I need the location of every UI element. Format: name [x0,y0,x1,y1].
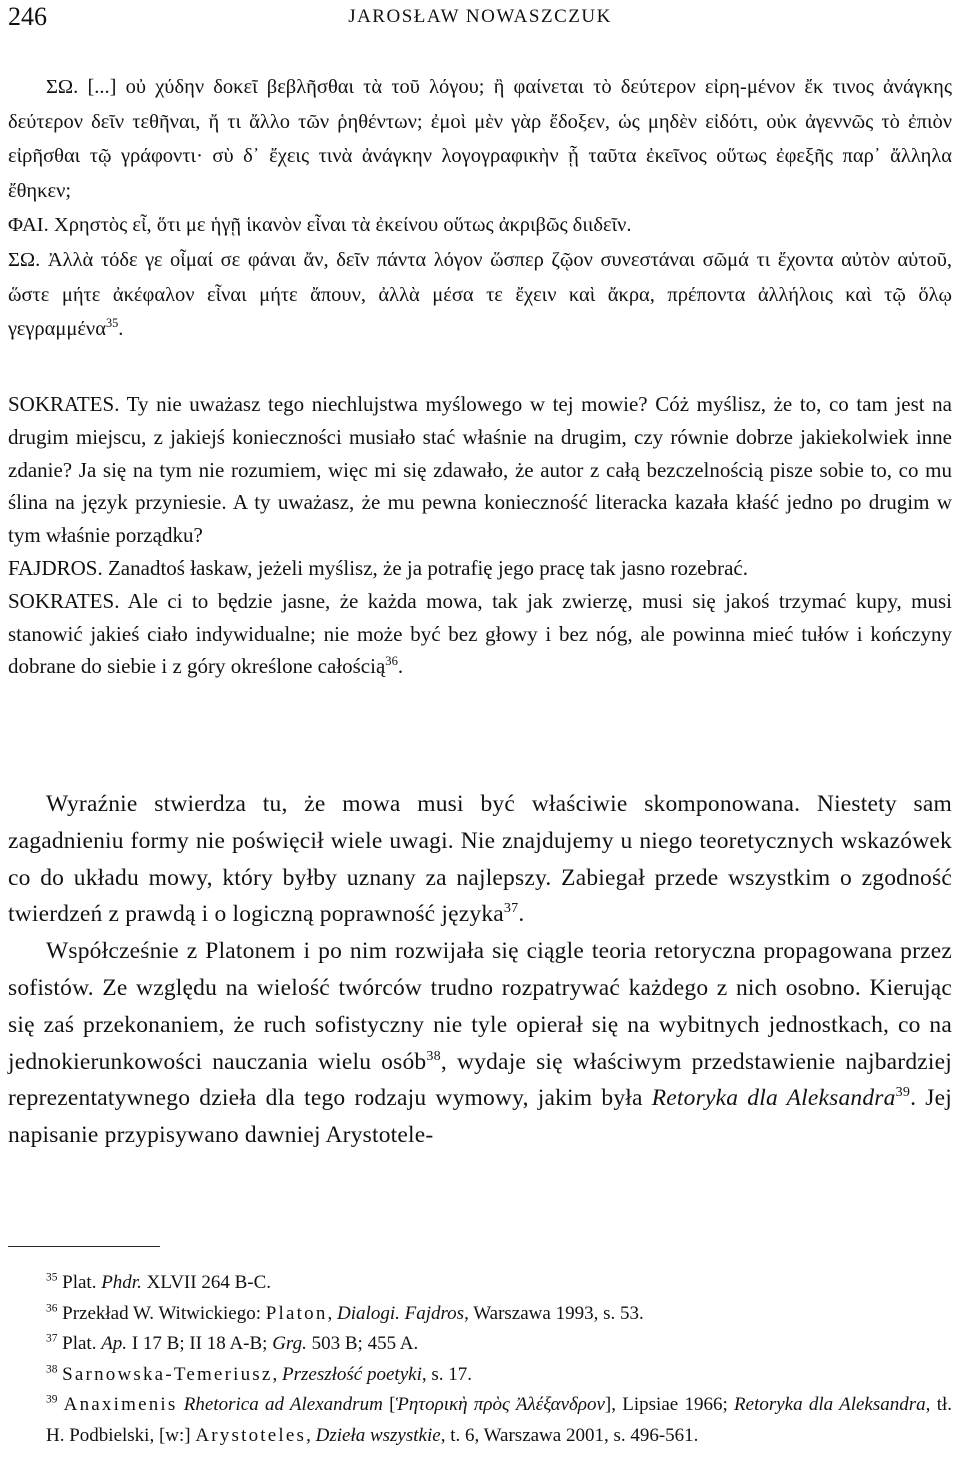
footnotes [8,1268,952,1451]
footnote-36: $^{36}$ Przekład W. Witwickiego: Platon, Dialogi. Fajdros, Warszawa 1993, s. 53. [46,1302,644,1324]
polish-paragraph-3: SOKRATES. Ale ci to będzie jasne, że każda mowa, tak jak zwierzę, musi się jakoś trzymać kupy, musi stanowić jakieś ciało indywidualne; nie może być bez głowy i bez nóg, ale powinna mieć tułów i kończyny dobrane do siebie i z góry określone całością$^{36}$. [8,588,952,679]
polish-paragraph-2: FAJDROS. Zanadtoś łaskaw, jeżeli myślisz, że ja potrafię jego pracę tak jasno rozebrać. [8,555,748,580]
page-header [0,0,960,40]
footnote-39: $^{39}$ Anaximenis Rhetorica ad Alexandrum [Ῥητορικὴ πρὸς Ἀλέξανδρον], Lipsiae 1966; Retoryka dla Aleksandra, tł. H. Podbielski, [w:] Arystoteles, Dzieła wszystkie, t. 6, Warszawa 2001, s. 496-561. [46,1393,952,1446]
greek-paragraph-1: ΣΩ. [...] οὐ χύδην δοκεῖ βεβλῆσθαι τὰ τοῦ λόγου; ἢ φαίνεται τὸ δεύτερον εἰρη-μένον ἔκ τινος ἀνάγκης δεύτερον δεῖν τεθῆναι, ἤ τι ἄλλο τῶν ῥηθέντων; ἐμοὶ μὲν γὰρ ἔδοξεν, ὡς μηδὲν εἰδότι, οὐκ ἀγεννῶς τὸ ἐπιὸν εἰρῆσθαι τῷ γράφοντι· σὺ δ᾽ ἔχεις τινὰ ἀνάγκην λογογραφικὴν ᾗ ταῦτα ἐκεῖνος οὕτως ἐφεξῆς παρ᾽ ἄλληλα ἔθηκεν; [8,76,952,202]
greek-paragraph-3: ΣΩ. Ἀλλὰ τόδε γε οἶμαί σε φάναι ἄν, δεῖν πάντα λόγον ὥσπερ ζῷον συνεστάναι σῶμά τι ἔχοντα αὐτὸν αὑτοῦ, ὥστε μήτε ἀκέφαλον εἶναι μήτε ἄπουν, ἀλλὰ μέσα τε ἔχειν καὶ ἄκρα, πρέποντα ἀλλήλοις καὶ τῷ ὅλῳ γεγραμμένα$^{35}$. [8,248,952,341]
footnote-ref-38: 38 [426,1047,441,1064]
book-title: Retoryka dla Aleksandra [651,1085,896,1112]
polish-paragraph-1: SOKRATES. Ty nie uważasz tego niechlujstwa myślowego w tej mowie? Cóż myślisz, że to, co tam jest na drugim miejscu, z jakiejś konieczności musiało stać właśnie na drugim, czy równie dobrze jakiekolwiek inne zdanie? Ja się na tym nie rozumiem, więc mi się zdawało, że autor z całą bezczelnością pisze sobie to, co mu ślina na język przyniesie. A ty uważasz, że mu pewna konieczność literacka kazała kłaść jedno po drugim w tym właśnie porządku? [8,392,952,548]
footnote-divider [8,1246,160,1247]
footnote-ref-35: 35 [105,316,119,331]
greek-quotation [8,70,952,347]
footnote-37: $^{37}$ Plat. Ap. I 17 B; II 18 A-B; Grg. 503 B; 455 A. [46,1332,419,1354]
footnote-ref-39: 39 [895,1084,911,1101]
polish-translation [8,388,952,683]
footnote-ref-36: 36 [385,654,398,669]
page-number: 246 [8,2,47,31]
footnote-35: $^{35}$ Plat. Phdr. XLVII 264 B-C. [46,1271,271,1293]
main-paragraph-1: Wyraźnie stwierdza tu, że mowa musi być właściwie skomponowana. Niestety sam zagadnieniu formy nie poświęcił wiele uwagi. Nie znajdujemy u niego teoretycznych wskazówek co do układu mowy, który byłby uznany za najlepszy. Zabiegał przede wszystkim o zgodność twierdzeń z prawdą i o logiczną poprawność języka$^{37}$. [8,791,952,928]
main-paragraph-2: Współcześnie z Platonem i po nim rozwijała się ciągle teoria retoryczna propagowana przez sofistów. Ze względu na wielość twórców trudno rozpatrywać każdego z nich osobno. Kierując się zaś przekonaniem, że ruch sofistyczny nie tyle opierał się na wybitnych jednostkach, co na jednokierunkowości nauczania wielu osób$^{38}$, wydaje się właściwym przedstawienie najbardziej reprezentatywnego dzieła dla tego rodzaju wymowy, jakim była Retoryka dla Aleksandra$^{39}$. Jej napisanie przypisywano dawniej Arystotele- [8,938,953,1149]
running-head: JAROSŁAW NOWASZCZUK [348,6,612,27]
footnote-ref-37: 37 [503,900,519,917]
greek-paragraph-2: ΦΑΙ. Χρηστὸς εἶ, ὅτι με ἡγῇ ἱκανὸν εἶναι τὰ ἐκείνου οὕτως ἀκριβῶς διιδεῖν. [8,214,632,237]
footnote-38: $^{38}$ Sarnowska-Temeriusz, Przeszłość poetyki, s. 17. [46,1363,472,1385]
main-text [8,786,952,1154]
